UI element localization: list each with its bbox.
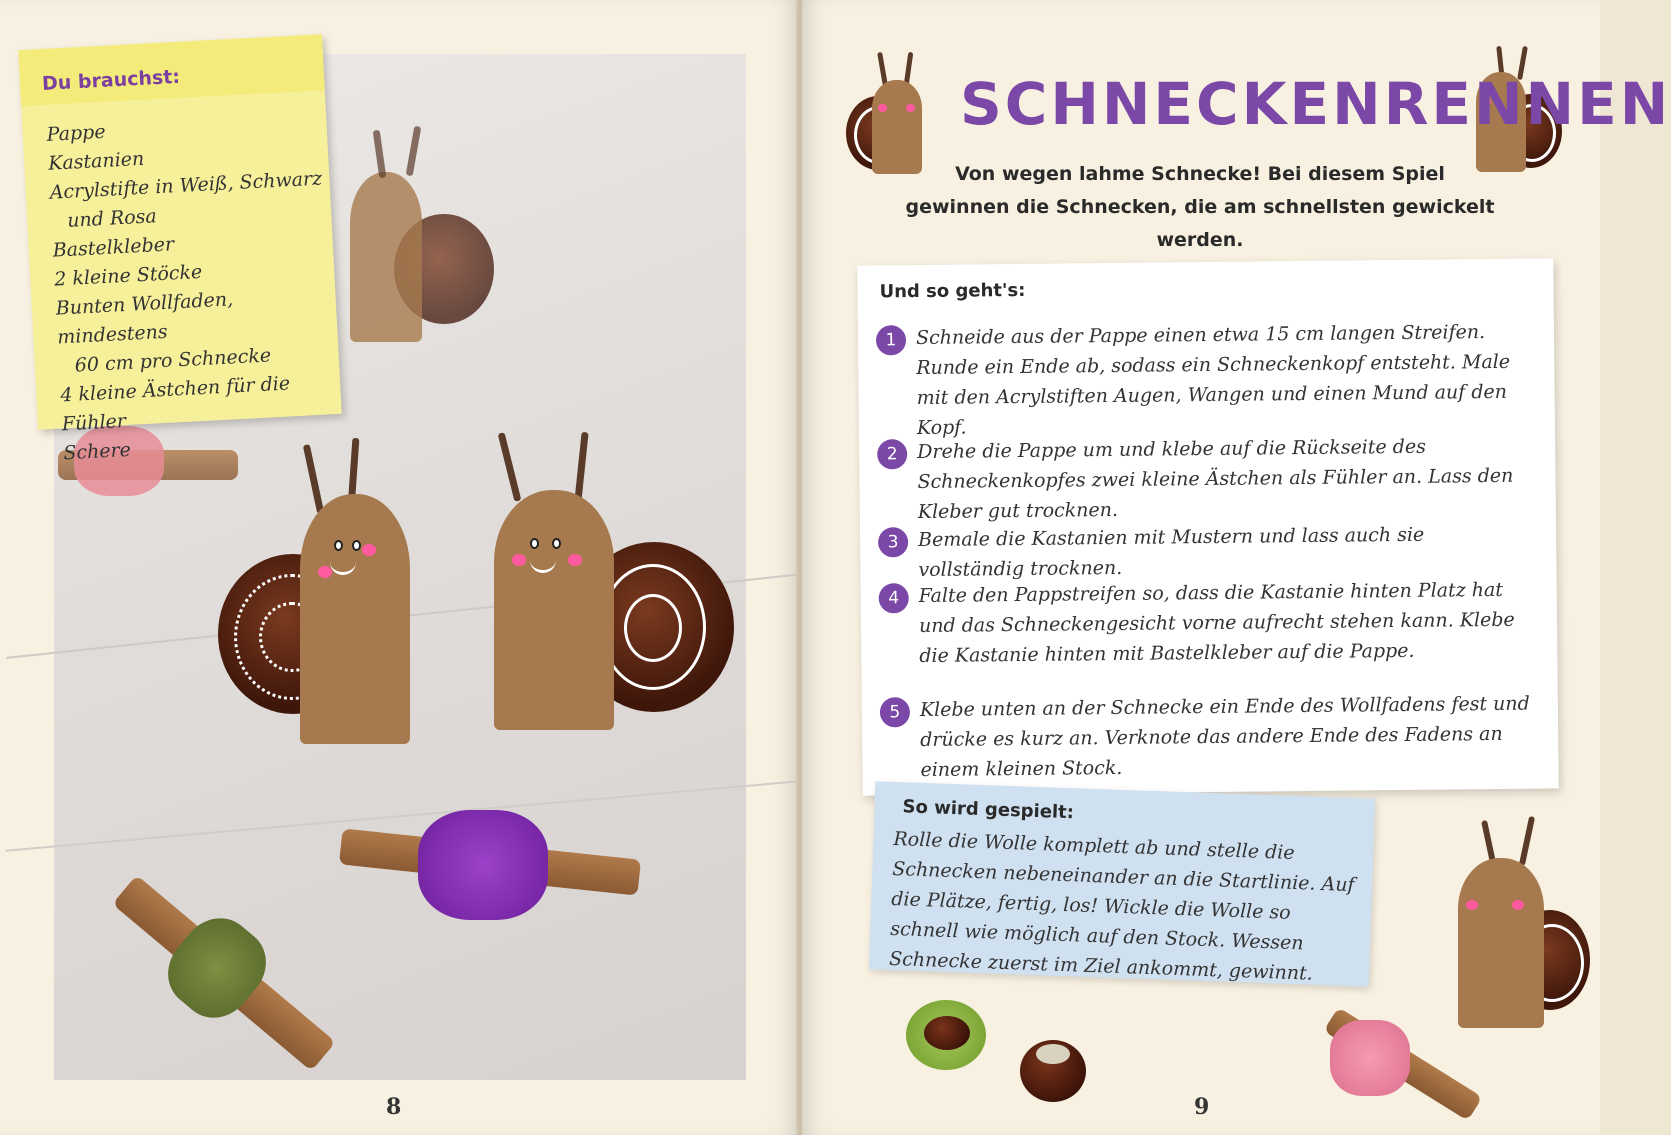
step-number-badge: 4: [879, 583, 909, 613]
step-text: Klebe unten an der Schnecke ein Ende des Wollfadens fest und drücke es kurz an. Verknote das andere Ende des Fadens an einem kleinen Stock.: [919, 692, 1530, 782]
instructions-heading: Und so geht's:: [879, 279, 1026, 303]
material-item: 60 cm pro Schnecke: [74, 344, 272, 377]
materials-heading: Du brauchst:: [41, 65, 181, 96]
step-text: Bemale die Kastanien mit Mustern und lass auch sie vollständig trocknen.: [918, 523, 1425, 582]
left-page: [0, 0, 798, 1135]
play-heading: So wird gespielt:: [902, 796, 1075, 824]
material-item: und Rosa: [66, 205, 158, 232]
page-number-right: 9: [1194, 1094, 1210, 1120]
step-number-badge: 5: [880, 697, 910, 727]
step-text: Falte den Pappstreifen so, dass die Kastanie hinten Platz hat und das Schneckengesicht vorne aufrecht stehen kann. Klebe die Kastanie hinten mit Bastelkleber auf die Pappe.: [918, 578, 1515, 668]
material-item: Kastanien: [47, 147, 145, 175]
material-item: Bastelkleber: [52, 233, 175, 262]
step-number-badge: 1: [876, 325, 906, 355]
material-item: Pappe: [46, 120, 107, 146]
instruction-step: [877, 431, 1528, 528]
material-item: 4 kleine Ästchen für die Fühler: [59, 372, 291, 436]
step-text: Schneide aus der Pappe einen etwa 15 cm langen Streifen. Runde ein Ende ab, sodass ein Schneckenkopf entsteht. Male mit den Acrylstiften Augen, Wangen und einen Mund auf den Kopf.: [915, 321, 1511, 440]
material-item: Acrylstifte in Weiß, Schwarz: [49, 167, 323, 204]
materials-note: [18, 34, 341, 465]
instruction-step: [876, 317, 1527, 444]
page-title: SCHNECKENRENNEN: [960, 70, 1671, 138]
materials-list: [46, 106, 344, 468]
instruction-step: [879, 575, 1530, 672]
step-text: Drehe die Pappe um und klebe auf die Rückseite des Schneckenkopfes zwei kleine Ästchen als Fühler an. Lass den Kleber gut trocknen.: [917, 435, 1514, 524]
play-text: Rolle die Wolle komplett ab und stelle die Schnecken nebeneinander an die Startlinie. Auf die Plätze, fertig, los! Wickle die Wolle so schnell wie möglich auf den Stock. Wessen Schnecke zuerst im Ziel ankommt, gewinnt.: [888, 828, 1355, 985]
material-item: Schere: [62, 438, 132, 465]
step-number-badge: 2: [877, 439, 907, 469]
how-to-play-card: [869, 781, 1375, 986]
page-subtitle: [880, 158, 1520, 257]
material-item: 2 kleine Stöcke: [53, 260, 203, 291]
step-number-badge: 3: [878, 527, 908, 557]
subtitle-line: gewinnen die Schnecken, die am schnellsten gewickelt werden.: [905, 196, 1495, 251]
instruction-step: [880, 689, 1531, 786]
material-item: Bunten Wollfaden, mindestens: [55, 288, 234, 349]
instructions-card: [857, 258, 1559, 795]
subtitle-line: Von wegen lahme Schnecke! Bei diesem Spiel: [955, 163, 1445, 185]
page-number-left: 8: [386, 1094, 402, 1120]
